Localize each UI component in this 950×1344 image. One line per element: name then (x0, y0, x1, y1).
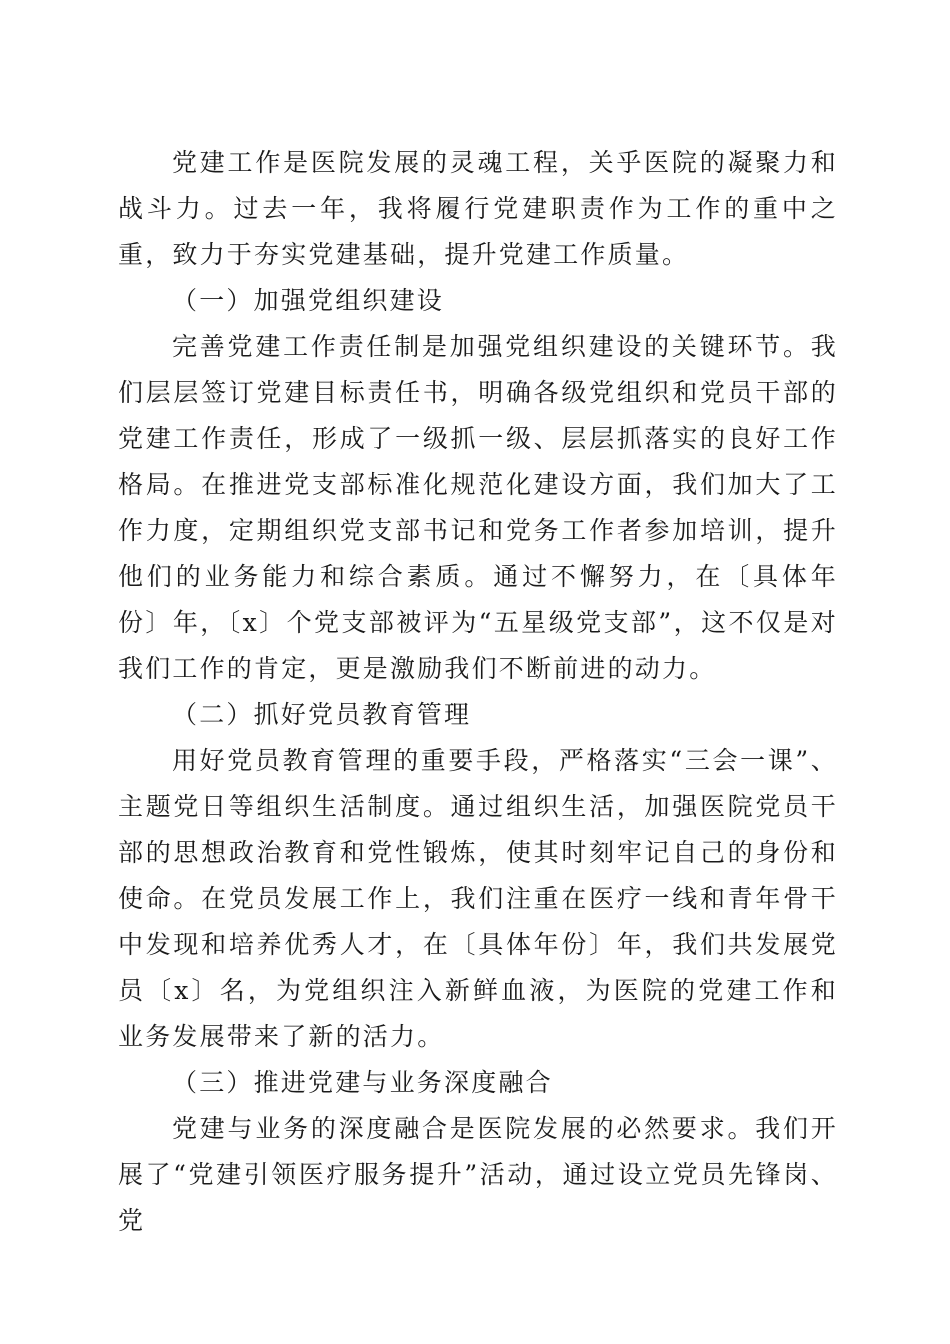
section-3-paragraph: 党建与业务的深度融合是医院发展的必然要求。我们开展了“党建引领医疗服务提升”活动，通过设立党员先锋岗、党 (118, 1114, 838, 1235)
intro-paragraph: 党建工作是医院发展的灵魂工程，关乎医院的凝聚力和战斗力。过去一年，我将履行党建职责作为工作的重中之重，致力于夯实党建基础，提升党建工作质量。 (118, 148, 838, 269)
section-2-paragraph: 用好党员教育管理的重要手段，严格落实“三会一课”、主题党日等组织生活制度。通过组织生活，加强医院党员干部的思想政治教育和党性锻炼，使其时刻牢记自己的身份和使命。在党员发展工作上，我们注重在医疗一线和青年骨干中发现和培养优秀人才，在〔具体年份〕年，我们共发展党员〔x〕名，为党组织注入新鲜血液，为医院的党建工作和业务发展带来了新的活力。 (118, 746, 838, 1051)
section-heading-3: （三）推进党建与业务深度融合 (172, 1068, 553, 1097)
document-body (118, 140, 838, 1244)
section-heading-1: （一）加强党组织建设 (172, 286, 445, 315)
section-1-paragraph: 完善党建工作责任制是加强党组织建设的关键环节。我们层层签订党建目标责任书，明确各级党组织和党员干部的党建工作责任，形成了一级抓一级、层层抓落实的良好工作格局。在推进党支部标准化规范化建设方面，我们加大了工作力度，定期组织党支部书记和党务工作者参加培训，提升他们的业务能力和综合素质。通过不懈努力，在〔具体年份〕年，〔x〕个党支部被评为“五星级党支部”，这不仅是对我们工作的肯定，更是激励我们不断前进的动力。 (118, 332, 838, 683)
section-heading-2: （二）抓好党员教育管理 (172, 700, 472, 729)
